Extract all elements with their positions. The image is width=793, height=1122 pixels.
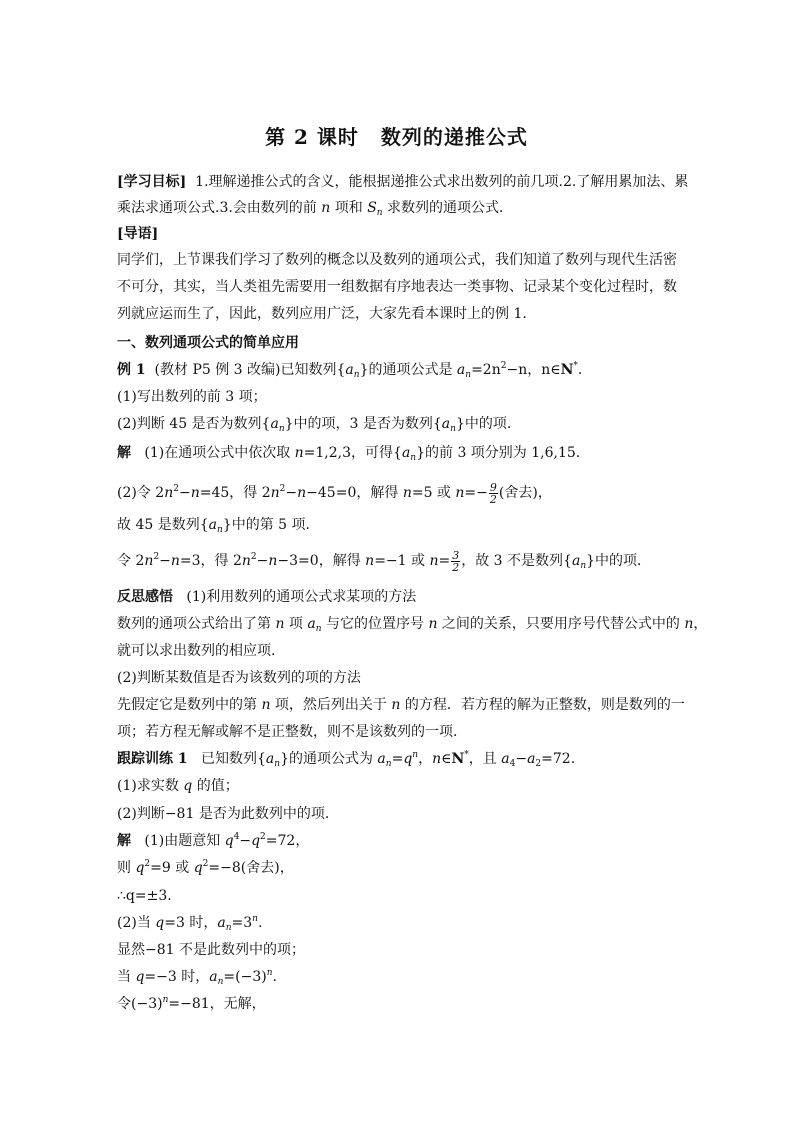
- practice-1-solution-3: ∴q=±3.: [117, 888, 172, 904]
- objectives-label: [学习目标]: [117, 174, 187, 190]
- var-n: n: [429, 553, 439, 569]
- section-1-heading: 一、数列通项公式的简单应用: [117, 335, 299, 351]
- reflection-line-3: 就可以求出数列的相应项.: [117, 643, 276, 659]
- var-n: n: [428, 616, 438, 632]
- p2b: 项，然后列出关于: [270, 697, 392, 713]
- practice-1-solution-7: [117, 994, 687, 1014]
- var-q: q: [403, 751, 413, 767]
- var-a: a: [270, 416, 279, 432]
- sol4b: −: [159, 553, 171, 569]
- var-n: n: [275, 616, 285, 632]
- title-topic: 数列的递推公式: [380, 125, 528, 149]
- s7b: =−81，无解，: [168, 996, 266, 1012]
- var-a: a: [527, 751, 536, 767]
- sol4i: }中的项．: [586, 553, 652, 569]
- practice-1-solution-6: [117, 967, 687, 987]
- sol2c: =45，得 2: [199, 485, 271, 501]
- pc: =: [391, 751, 404, 767]
- set-N: N: [451, 751, 465, 767]
- example-1-question-1: (1)写出数列的前 3 项；: [117, 389, 267, 405]
- var-q: q: [135, 860, 145, 876]
- sup-2: 2: [144, 859, 151, 869]
- var-a: a: [307, 616, 316, 632]
- sup-2: 2: [500, 361, 507, 371]
- sol3a: 故 45 是数列{: [117, 517, 209, 533]
- var-q: q: [155, 915, 165, 931]
- sol1c: }的前 3 项分别为 1,6,15.: [416, 445, 581, 461]
- var-n: n: [432, 751, 442, 767]
- practice-1-solution-5: 显然−81 不是此数列中的项；: [117, 942, 305, 958]
- sol4a: 令 2: [117, 553, 145, 569]
- sub-n: n: [410, 453, 417, 463]
- example-1-label: 例 1: [117, 362, 146, 378]
- s1c: =72，: [265, 833, 310, 849]
- example-1-question-2: [117, 414, 687, 434]
- sol4c: =3，得 2: [179, 553, 242, 569]
- var-q: q: [224, 833, 234, 849]
- p1d: 之间的关系，只要用序号代替公式中的: [437, 616, 685, 632]
- practice-1-statement: [117, 749, 687, 769]
- q2b: }中的项，3 是否为数列{: [284, 416, 442, 432]
- sol2a: (2)令 2: [117, 485, 165, 501]
- sub-n: n: [385, 759, 392, 769]
- var-n: n: [164, 485, 174, 501]
- guide-line-3: 列就应运而生了，因此，数列应用广泛，大家先看本课时上的例 1.: [117, 306, 527, 322]
- var-n: n: [190, 485, 200, 501]
- sup-2: 2: [202, 859, 209, 869]
- pe: ∈: [441, 751, 452, 767]
- var-n: n: [321, 200, 331, 216]
- var-q: q: [183, 778, 193, 794]
- practice-1-solution-2: [117, 858, 687, 878]
- var-a: a: [345, 362, 354, 378]
- sol4d: −: [256, 553, 269, 569]
- var-a: a: [571, 553, 581, 569]
- var-S: S: [367, 200, 377, 216]
- ex1-formula: =2n: [471, 362, 501, 378]
- sol4g: =: [438, 553, 451, 569]
- sub-n: n: [465, 370, 472, 380]
- p1b: 项: [284, 616, 308, 632]
- q1a: (1)求实数: [117, 778, 184, 794]
- sub-n: n: [315, 624, 322, 634]
- p2c: 的方程．若方程的解为正整数，则是数列的一: [400, 697, 685, 713]
- var-n: n: [268, 553, 278, 569]
- sub-n: n: [450, 424, 456, 434]
- sub-n: n: [274, 759, 281, 769]
- reflection-title-1: (1)利用数列的通项公式求某项的方法: [186, 589, 417, 605]
- sol2h: (舍去)，: [498, 485, 552, 501]
- objectives-text-2a: 乘法求通项公式.3.会由数列的前: [117, 200, 322, 216]
- fraction-9-over-2: [489, 482, 498, 505]
- q2c: }中的项.: [455, 416, 512, 432]
- ph: =72.: [541, 751, 576, 767]
- p2a: 先假定它是数列中的第: [117, 697, 262, 713]
- sol1b: =1,2,3，可得{: [303, 445, 402, 461]
- objectives-line-2: [117, 198, 687, 218]
- pa: 已知数列{: [200, 751, 266, 767]
- s4b: =3 时，: [164, 915, 218, 931]
- example-1-solution-1: [117, 443, 687, 463]
- sol2g: =−: [464, 485, 488, 501]
- s7a: 令(−3): [117, 996, 163, 1012]
- title-lesson-number: 第 2 课时: [265, 125, 359, 149]
- s2c: =−8(舍去)，: [208, 860, 294, 876]
- objectives-line-1: [117, 172, 687, 192]
- sub-n: n: [580, 561, 587, 571]
- ex1-formula2: −n，n∈: [506, 362, 561, 378]
- example-1-solution-3: [117, 515, 687, 535]
- ex1-intro: (教材 P5 例 3 改编)已知数列{: [154, 362, 346, 378]
- var-n: n: [402, 485, 412, 501]
- sup-2: 2: [153, 552, 160, 562]
- var-n: n: [241, 553, 251, 569]
- sup-4: 4: [233, 832, 240, 842]
- page-title: [0, 121, 793, 150]
- reflection-line-5: [117, 695, 687, 715]
- example-1-statement: 例 1 (教材 P5 例 3 改编)已知数列$\{a_n\}$的通项公式是 $a_n=2n^2-n$，n∈N*.: [117, 361, 583, 380]
- sup-2: 2: [173, 484, 179, 494]
- q2a: (2)判断 45 是否为数列{: [117, 416, 271, 432]
- practice-1-question-2: (2)判断−81 是否为此数列中的项．: [117, 806, 339, 822]
- sup-n: n: [252, 914, 258, 924]
- var-n: n: [144, 553, 154, 569]
- sub-n: n: [225, 923, 232, 933]
- sub-4: 4: [509, 759, 516, 769]
- var-a: a: [441, 416, 451, 432]
- var-n: n: [170, 553, 180, 569]
- sup-star: *: [573, 361, 578, 371]
- s2a: 则: [117, 860, 136, 876]
- var-a: a: [209, 969, 218, 985]
- sup-2: 2: [260, 832, 266, 842]
- s1b: −: [239, 833, 252, 849]
- s1a: (1)由题意知: [144, 833, 225, 849]
- var-a: a: [208, 517, 217, 533]
- sol4e: −3=0，解得: [277, 553, 366, 569]
- sub-n: n: [217, 977, 224, 987]
- sup-n: n: [266, 968, 273, 978]
- pf: ，且: [468, 751, 502, 767]
- sol2d: −: [285, 485, 298, 501]
- var-n: n: [391, 697, 401, 713]
- guide-label: [导语]: [117, 226, 159, 242]
- var-n: n: [684, 616, 694, 632]
- sup-star: *: [464, 750, 469, 760]
- sup-2: 2: [250, 552, 257, 562]
- s6b: =−3 时，: [144, 969, 210, 985]
- frac-num: 9: [489, 480, 497, 494]
- solution-label: 解: [117, 445, 131, 461]
- s6a: 当: [117, 969, 136, 985]
- q1b: 的值；: [192, 778, 239, 794]
- var-a: a: [217, 915, 226, 931]
- sup-n: n: [412, 750, 419, 760]
- pb: }的通项公式为: [280, 751, 378, 767]
- s4a: (2)当: [117, 915, 156, 931]
- var-n: n: [297, 485, 307, 501]
- var-n: n: [294, 445, 304, 461]
- sol2b: −: [178, 485, 191, 501]
- sup-n: n: [162, 995, 169, 1005]
- guide-line-1: 同学们，上节课我们学习了数列的概念以及数列的通项公式，我们知道了数列与现代生活密: [117, 252, 677, 268]
- example-1-solution-4: [117, 546, 687, 576]
- sub-n: n: [376, 208, 383, 218]
- practice-1-question-1: [117, 776, 687, 796]
- var-n: n: [455, 485, 465, 501]
- sol3b: }中的第 5 项．: [222, 517, 320, 533]
- objectives-text-1: 1.理解递推公式的含义，能根据递推公式求出数列的前几项.2.了解用累加法、累: [195, 174, 689, 190]
- p1e: ，: [693, 616, 708, 632]
- s4c: =3: [231, 915, 253, 931]
- var-a: a: [401, 445, 411, 461]
- var-q: q: [193, 860, 203, 876]
- sup-2: 2: [279, 484, 286, 494]
- fraction-3-over-2: [451, 550, 460, 573]
- example-1-solution-2: [117, 478, 687, 508]
- guide-line-2: 不可分，其实，当人类祖先需要用一组数据有序地表达一类事物、记录某个变化过程时，数: [117, 279, 677, 295]
- practice-1-solution-1: [117, 831, 687, 851]
- sol4h: ，故 3 不是数列{: [461, 553, 572, 569]
- sub-n: n: [353, 370, 360, 380]
- reflection-line-2: [117, 614, 708, 634]
- objectives-text-2c: 求数列的通项公式．: [382, 200, 514, 216]
- var-n: n: [270, 485, 280, 501]
- reflection-line-1: [117, 587, 687, 607]
- s6d: .: [272, 969, 277, 985]
- var-a: a: [377, 751, 386, 767]
- objectives-text-2b: 项和: [330, 200, 368, 216]
- sub-n: n: [216, 525, 223, 535]
- pd: ，: [418, 751, 433, 767]
- solution-label: 解: [117, 833, 131, 849]
- practice-1-label: 跟踪训练 1: [117, 751, 188, 767]
- ex1-intro2: }的通项公式是: [359, 362, 457, 378]
- var-a: a: [456, 362, 466, 378]
- sol1a: (1)在通项公式中依次取: [144, 445, 295, 461]
- frac-den: 2: [489, 492, 497, 506]
- var-q: q: [135, 969, 145, 985]
- s4d: .: [257, 915, 263, 931]
- practice-1-solution-4: [117, 913, 687, 933]
- var-n: n: [365, 553, 375, 569]
- var-n: n: [261, 697, 271, 713]
- s2b: =9 或: [150, 860, 194, 876]
- sub-n: n: [278, 424, 285, 434]
- sub-2: 2: [535, 759, 542, 769]
- s6c: =(−3): [223, 969, 267, 985]
- sol2f: =5 或: [411, 485, 456, 501]
- var-a: a: [501, 751, 510, 767]
- reflection-label: 反思感悟: [117, 589, 173, 605]
- frac-den: 2: [452, 560, 460, 574]
- p1c: 与它的位置序号: [321, 616, 429, 632]
- sol4f: =−1 或: [374, 553, 430, 569]
- reflection-line-6: 项；若方程无解或解不是正整数，则不是该数列的一项.: [117, 724, 458, 740]
- set-N: N: [560, 362, 574, 378]
- var-q: q: [251, 833, 261, 849]
- sol2e: −45=0，解得: [306, 485, 403, 501]
- frac-num: 3: [452, 548, 460, 562]
- pg: −: [515, 751, 528, 767]
- reflection-line-4: (2)判断某数值是否为该数列的项的方法: [117, 670, 361, 686]
- var-a: a: [265, 751, 275, 767]
- p1a: 数列的通项公式给出了第: [117, 616, 276, 632]
